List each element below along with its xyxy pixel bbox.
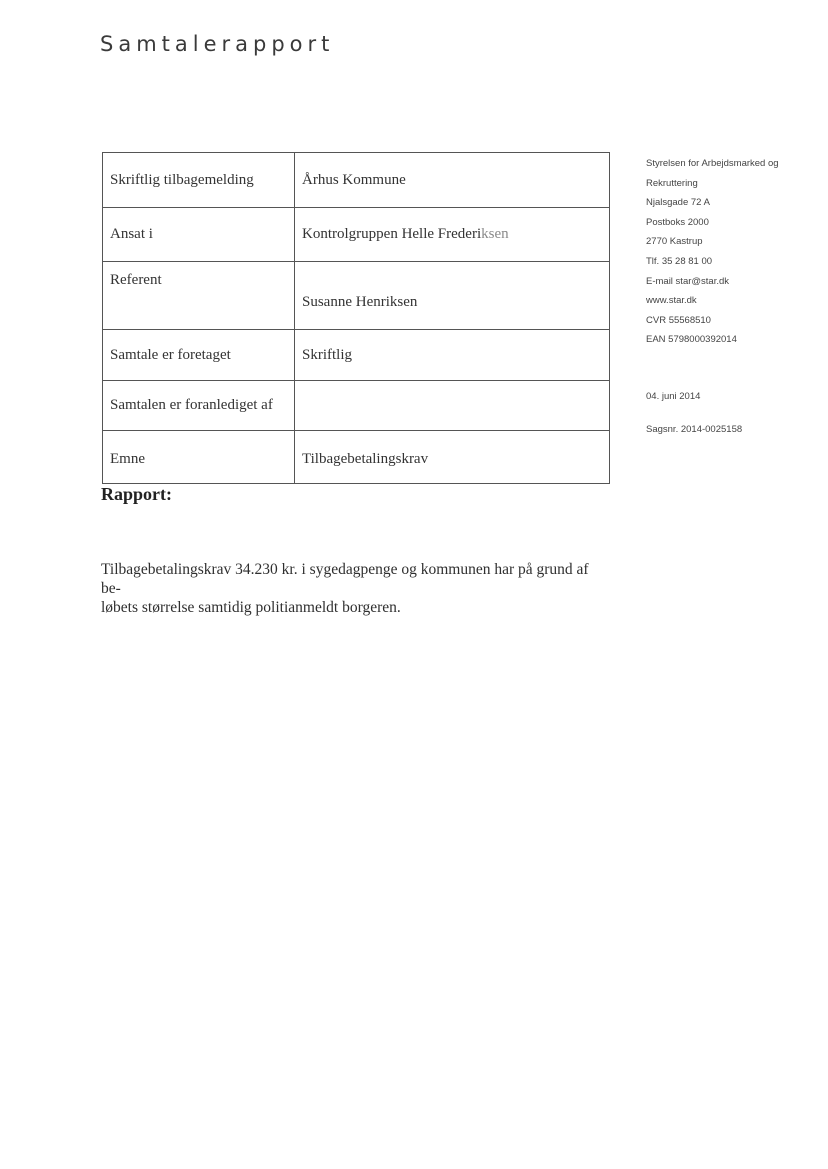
- sender-line: Rekruttering: [646, 177, 698, 189]
- sender-line: Tlf. 35 28 81 00: [646, 255, 713, 267]
- table-row: [103, 153, 610, 208]
- row-value-main: Kontrolgruppen Helle Frederi: [302, 226, 482, 242]
- row-value: Susanne Henriksen: [295, 262, 610, 330]
- sender-line: EAN 5798000392014: [646, 334, 737, 346]
- row-label: Emne: [103, 431, 295, 484]
- table-row: [103, 431, 610, 484]
- report-heading: Rapport:: [101, 484, 172, 504]
- report-body-line: Tilbagebetalingskrav 34.230 kr. i sygedagpenge og kommunen har på grund af be-: [101, 561, 589, 597]
- row-label: Ansat i: [103, 208, 295, 262]
- row-value: [295, 208, 610, 262]
- report-body-line: løbets størrelse samtidig politianmeldt borgeren.: [101, 599, 401, 616]
- table-row: [103, 381, 610, 431]
- sender-line: Postboks 2000: [646, 216, 709, 228]
- sender-line: www.star.dk: [646, 295, 697, 307]
- sender-address-block: [646, 154, 779, 350]
- row-value: [295, 381, 610, 431]
- sender-line: Styrelsen for Arbejdsmarked og: [646, 158, 779, 169]
- sender-line: E-mail star@star.dk: [646, 275, 730, 287]
- row-value: Tilbagebetalingskrav: [295, 431, 610, 484]
- row-label: Referent: [103, 262, 295, 330]
- table-row: [103, 262, 610, 330]
- sender-line: CVR 55568510: [646, 314, 711, 326]
- document-date: 04. juni 2014: [646, 391, 701, 402]
- row-value: Skriftlig: [295, 330, 610, 381]
- sender-line: Njalsgade 72 A: [646, 197, 710, 209]
- table-row: [103, 208, 610, 262]
- report-body: [101, 560, 611, 617]
- sender-line: 2770 Kastrup: [646, 236, 703, 248]
- conversation-info-table: [102, 152, 610, 484]
- row-value: Århus Kommune: [295, 153, 610, 208]
- row-label: Samtale er foretaget: [103, 330, 295, 381]
- row-label: Samtalen er foranlediget af: [103, 381, 295, 431]
- case-number: Sagsnr. 2014-0025158: [646, 424, 743, 435]
- document-title: Samtalerapport: [100, 32, 335, 56]
- table-row: [103, 330, 610, 381]
- row-label: Skriftlig tilbagemelding: [103, 153, 295, 208]
- row-value-faded: ksen: [481, 226, 509, 242]
